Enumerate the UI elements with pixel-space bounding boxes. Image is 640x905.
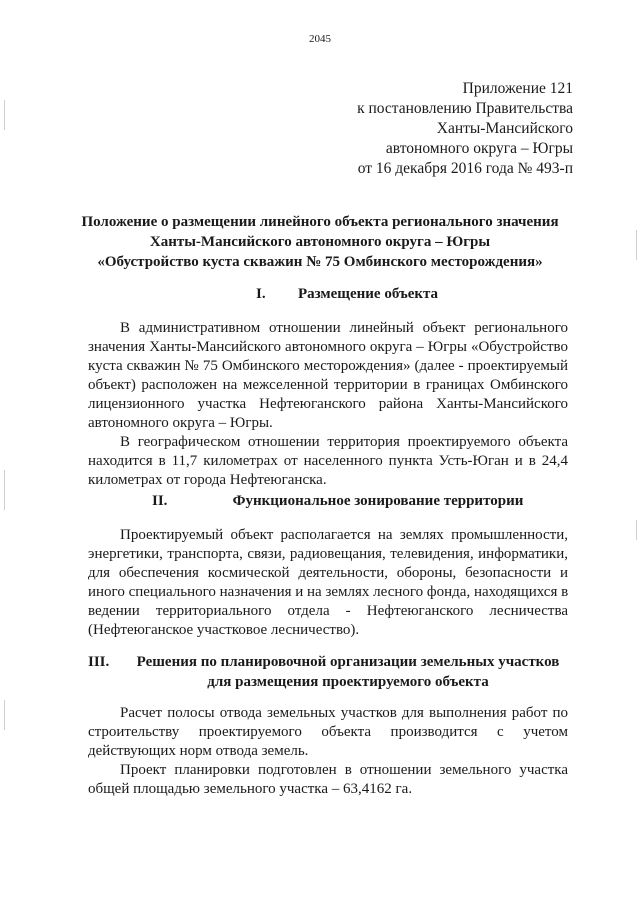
section-title-line: Решения по планировочной организации земельных участков [136, 654, 560, 670]
section-number: II. [152, 493, 168, 509]
title-line: «Обустройство куста скважин № 75 Омбинского месторождения» [97, 254, 543, 270]
text-line: километрах от города Нефтеюганска. [88, 472, 327, 488]
text-line: автономного округа – Югры. [88, 415, 273, 431]
section-title [88, 652, 568, 692]
document-title [0, 212, 640, 272]
title-line: Положение о размещении линейного объекта регионального значения [81, 214, 559, 230]
text-line: действующих норм отвода земель. [88, 743, 309, 759]
text-line: лицензионного участка Нефтеюганского района Ханты-Мансийского [88, 396, 568, 412]
section-heading-1 [88, 284, 568, 304]
text-line: значения Ханты-Мансийского автономного округа – Югры «Обустройство [88, 339, 568, 355]
section-heading-3 [88, 652, 568, 692]
appendix-line: автономного округа – Югры [385, 140, 573, 157]
text-line: В административном отношении линейный объект регионального [120, 320, 568, 336]
scan-artifact [4, 100, 5, 130]
appendix-line: к постановлению Правительства [357, 100, 573, 117]
text-line: В географическом отношении территория проектируемого объекта [120, 434, 568, 450]
section-1-paragraph-1 [88, 319, 568, 433]
scan-artifact [4, 470, 5, 510]
text-line: ведении территориального отдела - Нефтеюганского лесничества [88, 603, 568, 619]
appendix-block [357, 79, 573, 179]
text-line: иного специального назначения и на землях лесного фонда, находящихся в [88, 584, 569, 600]
text-line: находится в 11,7 километрах от населенного пункта Усть-Юган и в 24,4 [88, 453, 568, 469]
scan-artifact [636, 520, 637, 540]
scan-artifact [636, 230, 637, 260]
text-line: (Нефтеюганское участковое лесничество). [88, 622, 360, 638]
section-title: Функциональное зонирование территории [232, 493, 524, 509]
section-number: III. [88, 654, 110, 670]
text-line: для обеспечения космической деятельности, обороны, безопасности и [88, 565, 568, 581]
text-line: строительству проектируемого объекта производится с учетом [88, 724, 568, 740]
text-line: Проект планировки подготовлен в отношении земельного участка [120, 762, 568, 778]
section-3-paragraph-1 [88, 704, 568, 761]
text-line: энергетики, транспорта, связи, радиовещания, телевидения, информатики, [88, 546, 568, 562]
section-3-paragraph-2 [88, 761, 568, 799]
title-line: Ханты-Мансийского автономного округа – Югры [149, 234, 491, 250]
section-number: I. [256, 286, 266, 302]
text-line: куста скважин № 75 Омбинского месторождения» (далее - проектируемый [88, 358, 568, 374]
section-2-paragraph-1 [88, 526, 568, 640]
appendix-line: Приложение 121 [462, 80, 573, 97]
page-number: 2045 [309, 33, 331, 45]
text-line: Проектируемый объект располагается на землях промышленности, [120, 527, 568, 543]
text-line: объект) расположен на межселенной территории в границах Омбинского [88, 377, 568, 393]
text-line: общей площадью земельного участка – 63,4162 га. [88, 781, 413, 797]
appendix-line: от 16 декабря 2016 года № 493-п [357, 160, 573, 177]
scan-artifact [4, 700, 5, 730]
section-1-paragraph-2 [88, 433, 568, 490]
section-heading-2 [88, 491, 568, 511]
section-title-line: для размещения проектируемого объекта [207, 674, 489, 690]
section-title: Размещение объекта [297, 286, 439, 302]
text-line: Расчет полосы отвода земельных участков для выполнения работ по [120, 705, 568, 721]
appendix-line: Ханты-Мансийского [436, 120, 573, 137]
